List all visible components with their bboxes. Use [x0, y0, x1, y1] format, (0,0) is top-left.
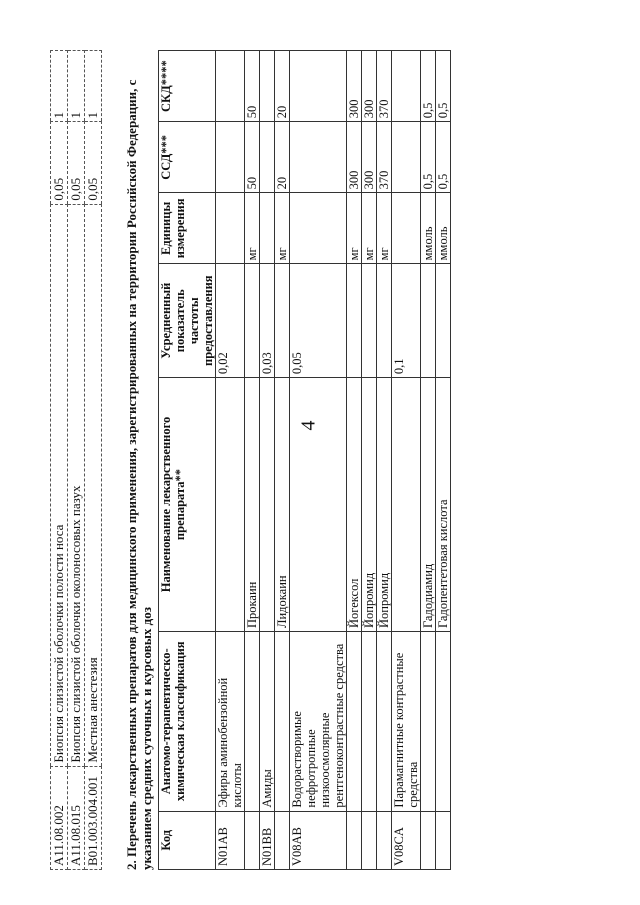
cell-freq: 0,03 — [260, 264, 275, 378]
cell-code: N01AB — [216, 811, 245, 869]
section-heading: 2. Перечень лекарственных препаратов для медицинского применения, зарегистрированных на территории Российской Федерации, с указанием средних суточных и курсовых доз — [124, 79, 154, 870]
cell-code — [436, 811, 451, 869]
cell-freq: 0,05 — [85, 122, 102, 204]
cell-freq: 0,1 — [392, 264, 421, 378]
table-row — [436, 51, 451, 870]
header-skd: СКД**** — [159, 51, 216, 122]
cell-freq: 0,05 — [51, 122, 68, 204]
cell-freq — [377, 264, 392, 378]
table-row — [290, 51, 347, 870]
cell-code — [377, 811, 392, 869]
table-header-row — [159, 51, 216, 870]
table-row — [347, 51, 362, 870]
cell-drug — [260, 378, 275, 632]
cell-unit — [216, 193, 245, 264]
table-row — [216, 51, 245, 870]
table-row — [362, 51, 377, 870]
cell-drug — [216, 378, 245, 632]
cell-unit: ммоль — [436, 193, 451, 264]
cell-ssd: 300 — [347, 122, 362, 193]
table-row — [85, 51, 102, 870]
cell-drug: Йопромид — [362, 378, 377, 632]
table-row — [392, 51, 421, 870]
cell-atc — [347, 632, 362, 812]
cell-drug: Йогексол — [347, 378, 362, 632]
cell-drug: Прокаин — [245, 378, 260, 632]
cell-name: Биопсия слизистой оболочки околоносовых пазух — [68, 204, 85, 766]
table-row — [68, 51, 85, 870]
cell-atc — [362, 632, 377, 812]
header-code: Код — [159, 811, 216, 869]
cell-code — [421, 811, 436, 869]
cell-atc — [245, 632, 260, 812]
cell-mult: 1 — [68, 51, 85, 122]
cell-code: A11.08.015 — [68, 766, 85, 869]
cell-unit — [290, 193, 347, 264]
cell-unit: ммоль — [421, 193, 436, 264]
cell-ssd: 0,5 — [436, 122, 451, 193]
table-row — [245, 51, 260, 870]
cell-atc: Парамагнитные контрастные средства — [392, 632, 421, 812]
cell-ssd: 370 — [377, 122, 392, 193]
cell-code — [275, 811, 290, 869]
cell-ssd: 0,5 — [421, 122, 436, 193]
cell-atc — [421, 632, 436, 812]
cell-code: N01BB — [260, 811, 275, 869]
cell-skd: 0,5 — [436, 51, 451, 122]
table-row — [421, 51, 436, 870]
cell-drug — [290, 378, 347, 632]
cell-skd: 370 — [377, 51, 392, 122]
cell-ssd — [290, 122, 347, 193]
cell-code: B01.003.004.001 — [85, 766, 102, 869]
header-freq: Усредненный показатель частоты предоставления — [159, 264, 216, 378]
cell-freq: 0,02 — [216, 264, 245, 378]
cell-freq — [436, 264, 451, 378]
cell-skd: 20 — [275, 51, 290, 122]
cell-atc: Амиды — [260, 632, 275, 812]
cell-ssd: 300 — [362, 122, 377, 193]
cell-code: V08AB — [290, 811, 347, 869]
cell-unit — [392, 193, 421, 264]
cell-skd: 0,5 — [421, 51, 436, 122]
cell-skd — [260, 51, 275, 122]
cell-drug: Гадодиамид — [421, 378, 436, 632]
cell-atc: Эфиры аминобензойной кислоты — [216, 632, 245, 812]
cell-ssd — [392, 122, 421, 193]
cell-unit: мг — [362, 193, 377, 264]
cell-unit: мг — [377, 193, 392, 264]
rotated-content — [50, 50, 610, 870]
cell-code — [347, 811, 362, 869]
cell-freq — [275, 264, 290, 378]
cell-drug: Лидокаин — [275, 378, 290, 632]
cell-unit: мг — [347, 193, 362, 264]
header-atc: Анатомо-терапевтическо-химическая классификация — [159, 632, 216, 812]
cell-code: V08CA — [392, 811, 421, 869]
cell-unit: мг — [245, 193, 260, 264]
cell-freq — [362, 264, 377, 378]
cell-skd — [216, 51, 245, 122]
header-ssd: ССД*** — [159, 122, 216, 193]
cell-name: Биопсия слизистой оболочки полости носа — [51, 204, 68, 766]
table-row — [275, 51, 290, 870]
cell-ssd: 20 — [275, 122, 290, 193]
cell-freq — [245, 264, 260, 378]
cell-ssd: 50 — [245, 122, 260, 193]
cell-unit: мг — [275, 193, 290, 264]
cell-skd — [290, 51, 347, 122]
cell-freq: 0,05 — [290, 264, 347, 378]
cell-code — [362, 811, 377, 869]
cell-freq — [347, 264, 362, 378]
cell-drug: Йопромид — [377, 378, 392, 632]
cell-name: Местная анестезия — [85, 204, 102, 766]
services-table — [50, 50, 102, 870]
cell-ssd — [216, 122, 245, 193]
cell-atc: Водорастворимые нефротропные низкоосмолярные рентгеноконтрастные средства — [290, 632, 347, 812]
cell-drug: Гадопентетовая кислота — [436, 378, 451, 632]
table-row — [260, 51, 275, 870]
page-number: 4 — [297, 420, 320, 431]
drugs-table — [158, 50, 451, 870]
header-drug: Наименование лекарственного препарата** — [159, 378, 216, 632]
header-unit: Единицы измерения — [159, 193, 216, 264]
cell-code: A11.08.002 — [51, 766, 68, 869]
cell-skd: 300 — [347, 51, 362, 122]
cell-drug — [392, 378, 421, 632]
cell-mult: 1 — [85, 51, 102, 122]
cell-ssd — [260, 122, 275, 193]
cell-freq: 0,05 — [68, 122, 85, 204]
cell-mult: 1 — [51, 51, 68, 122]
cell-atc — [436, 632, 451, 812]
table-row — [377, 51, 392, 870]
cell-skd: 50 — [245, 51, 260, 122]
cell-code — [245, 811, 260, 869]
cell-unit — [260, 193, 275, 264]
cell-skd — [392, 51, 421, 122]
table-row — [51, 51, 68, 870]
cell-atc — [275, 632, 290, 812]
cell-freq — [421, 264, 436, 378]
cell-atc — [377, 632, 392, 812]
cell-skd: 300 — [362, 51, 377, 122]
